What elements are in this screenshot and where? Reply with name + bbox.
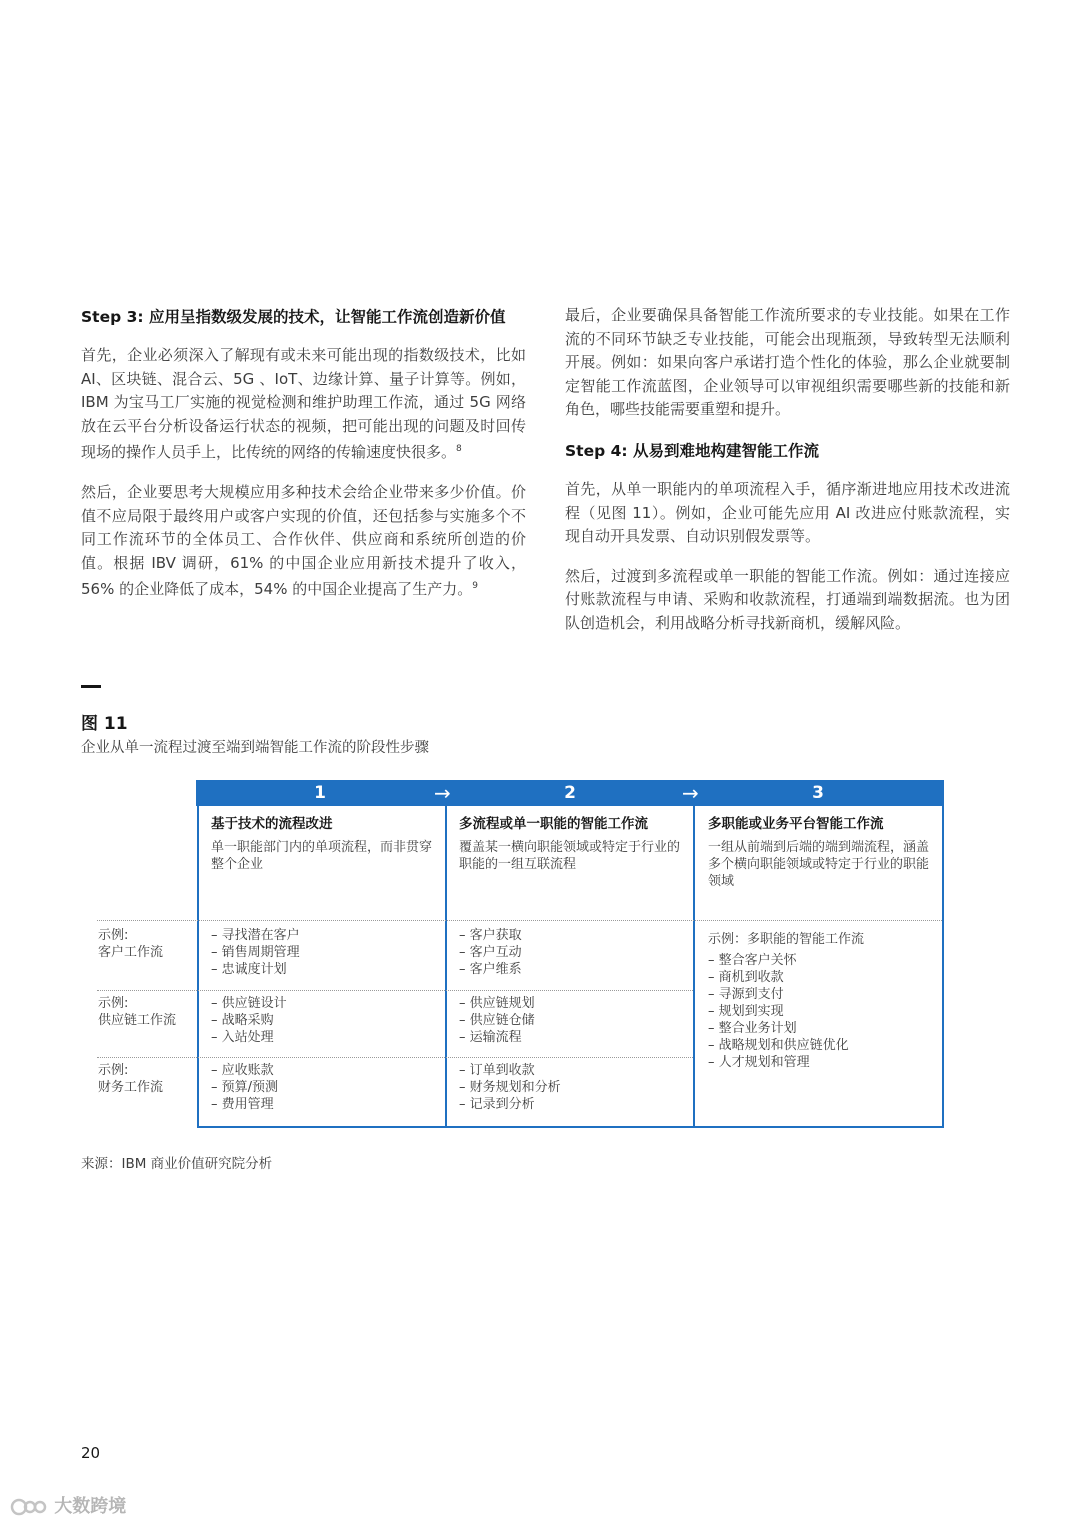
list-item: – 商机到收款 <box>708 969 849 986</box>
step3-paragraph-1: 首先，企业必须深入了解现有或未来可能出现的指数级技术，比如 AI、区块链、混合云、5G 、IoT、边缘计算、量子计算等。例如，IBM 为宝马工厂实施的视觉检测和维护助理工作流，通过 5G 网络放在云平台分析设备运行状态的视频，把可能出现的问题及时回传现场的操作人员手上，比传统的网络的传输速度快很多。$^8$ <box>81 346 526 462</box>
supply-list-stage1 <box>211 995 287 1046</box>
list-item: – 预算/预测 <box>211 1079 278 1096</box>
list-item: – 供应链规划 <box>459 995 535 1012</box>
list-item: – 供应链仓储 <box>459 1012 535 1029</box>
row-label-customer: 示例: 客户工作流 <box>98 928 164 960</box>
stage3-example-title: 示例：多职能的智能工作流 <box>708 932 865 947</box>
left-column <box>81 304 526 618</box>
list-item: – 规划到实现 <box>708 1003 849 1020</box>
step4-heading: Step 4: 从易到难地构建智能工作流 <box>565 441 819 460</box>
stage3-example-list <box>708 952 849 1071</box>
list-item: – 寻源到支付 <box>708 986 849 1003</box>
figure-subtitle: 企业从单一流程过渡至端到端智能工作流的阶段性步骤 <box>81 740 429 756</box>
row-separator <box>97 920 942 921</box>
list-item: – 战略采购 <box>211 1012 287 1029</box>
watermark-logo-icon <box>10 1496 48 1518</box>
row-label-supply-chain: 示例: 供应链工作流 <box>98 996 177 1028</box>
finance-list-stage2 <box>459 1062 561 1113</box>
step3-heading: Step 3: 应用呈指数级发展的技术，让智能工作流创造新价值 <box>81 308 506 326</box>
list-item: – 客户互动 <box>459 944 522 961</box>
stage-number-1: 1 <box>314 783 326 803</box>
step3-paragraph-3: 最后，企业要确保具备智能工作流所要求的专业技能。如果在工作流的不同环节缺乏专业技能，可能会出现瓶颈，导致转型无法顺利开展。例如：如果向客户承诺打造个性化的体验，那么企业就要制定智能工作流蓝图，企业领导可以审视组织需要哪些新的技能和新角色，哪些技能需要重塑和提升。 <box>565 306 1010 419</box>
list-item: – 人才规划和管理 <box>708 1054 849 1071</box>
list-item: – 销售周期管理 <box>211 944 300 961</box>
list-item: – 费用管理 <box>211 1096 278 1113</box>
list-item: – 应收账款 <box>211 1062 278 1079</box>
figure-title: 图 11 <box>81 714 128 734</box>
row-separator <box>97 1057 693 1058</box>
list-item: – 财务规划和分析 <box>459 1079 561 1096</box>
finance-list-stage1 <box>211 1062 278 1113</box>
list-item: – 运输流程 <box>459 1029 535 1046</box>
stage-number-2: 2 <box>564 783 576 803</box>
figure-rule <box>81 685 101 688</box>
customer-list-stage1 <box>211 927 300 978</box>
page-number: 20 <box>81 1444 101 1462</box>
watermark: 大数跨境 <box>10 1492 126 1518</box>
step4-paragraph-2: 然后，过渡到多流程或单一职能的智能工作流。例如：通过连接应付账款流程与申请、采购和收款流程，打通端到端数据流。也为团队创造机会，利用战略分析寻找新商机，缓解风险。 <box>565 566 1010 632</box>
list-item: – 记录到分析 <box>459 1096 561 1113</box>
row-separator <box>97 990 693 991</box>
supply-list-stage2 <box>459 995 535 1046</box>
stage-title-1: 基于技术的流程改进 <box>211 816 333 832</box>
stages-header-bar <box>196 780 944 806</box>
stage-title-2: 多流程或单一职能的智能工作流 <box>459 816 648 832</box>
stage-number-3: 3 <box>812 783 824 803</box>
stage-title-3: 多职能或业务平台智能工作流 <box>708 816 884 832</box>
list-item: – 整合客户关怀 <box>708 952 849 969</box>
list-item: – 忠诚度计划 <box>211 961 300 978</box>
right-column <box>565 304 1010 652</box>
stage-desc-3: 一组从前端到后端的端到端流程，涵盖多个横向职能领域或特定于行业的职能领域 <box>708 840 930 889</box>
footnote-ref[interactable]: 8 <box>456 444 462 455</box>
list-item: – 客户获取 <box>459 927 522 944</box>
customer-list-stage2 <box>459 927 522 978</box>
arrow-right-icon: → <box>434 781 451 805</box>
list-item: – 客户维系 <box>459 961 522 978</box>
list-item: – 供应链设计 <box>211 995 287 1012</box>
list-item: – 整合业务计划 <box>708 1020 849 1037</box>
list-item: – 订单到收款 <box>459 1062 561 1079</box>
list-item: – 寻找潜在客户 <box>211 927 300 944</box>
list-item: – 入站处理 <box>211 1029 287 1046</box>
column-divider <box>693 806 695 1128</box>
list-item: – 战略规划和供应链优化 <box>708 1037 849 1054</box>
step3-paragraph-2: 然后，企业要思考大规模应用多种技术会给企业带来多少价值。价值不应局限于最终用户或客户实现的价值，还包括参与实施多个不同工作流环节的全体员工、合作伙伴、供应商和系统所创造的价值。根据 IBV 调研，61% 的中国企业应用新技术提升了收入，56% 的企业降低了成本，54% 的中国企业提高了生产力。$^9$ <box>81 482 526 599</box>
row-label-finance: 示例: 财务工作流 <box>98 1063 164 1095</box>
footnote-ref[interactable]: 9 <box>472 581 478 592</box>
step4-paragraph-1: 首先，从单一职能内的单项流程入手，循序渐进地应用技术改进流程（见图 11）。例如，企业可能先应用 AI 改进应付账款流程，实现自动开具发票、自动识别假发票等。 <box>565 479 1010 546</box>
stage-desc-2: 覆盖某一横向职能领域或特定于行业的职能的一组互联流程 <box>459 840 681 872</box>
stage-desc-1: 单一职能部门内的单项流程，而非贯穿整个企业 <box>211 840 433 872</box>
figure-source: 来源：IBM 商业价值研究院分析 <box>81 1156 273 1172</box>
column-divider <box>445 806 447 1128</box>
arrow-right-icon: → <box>682 781 699 805</box>
